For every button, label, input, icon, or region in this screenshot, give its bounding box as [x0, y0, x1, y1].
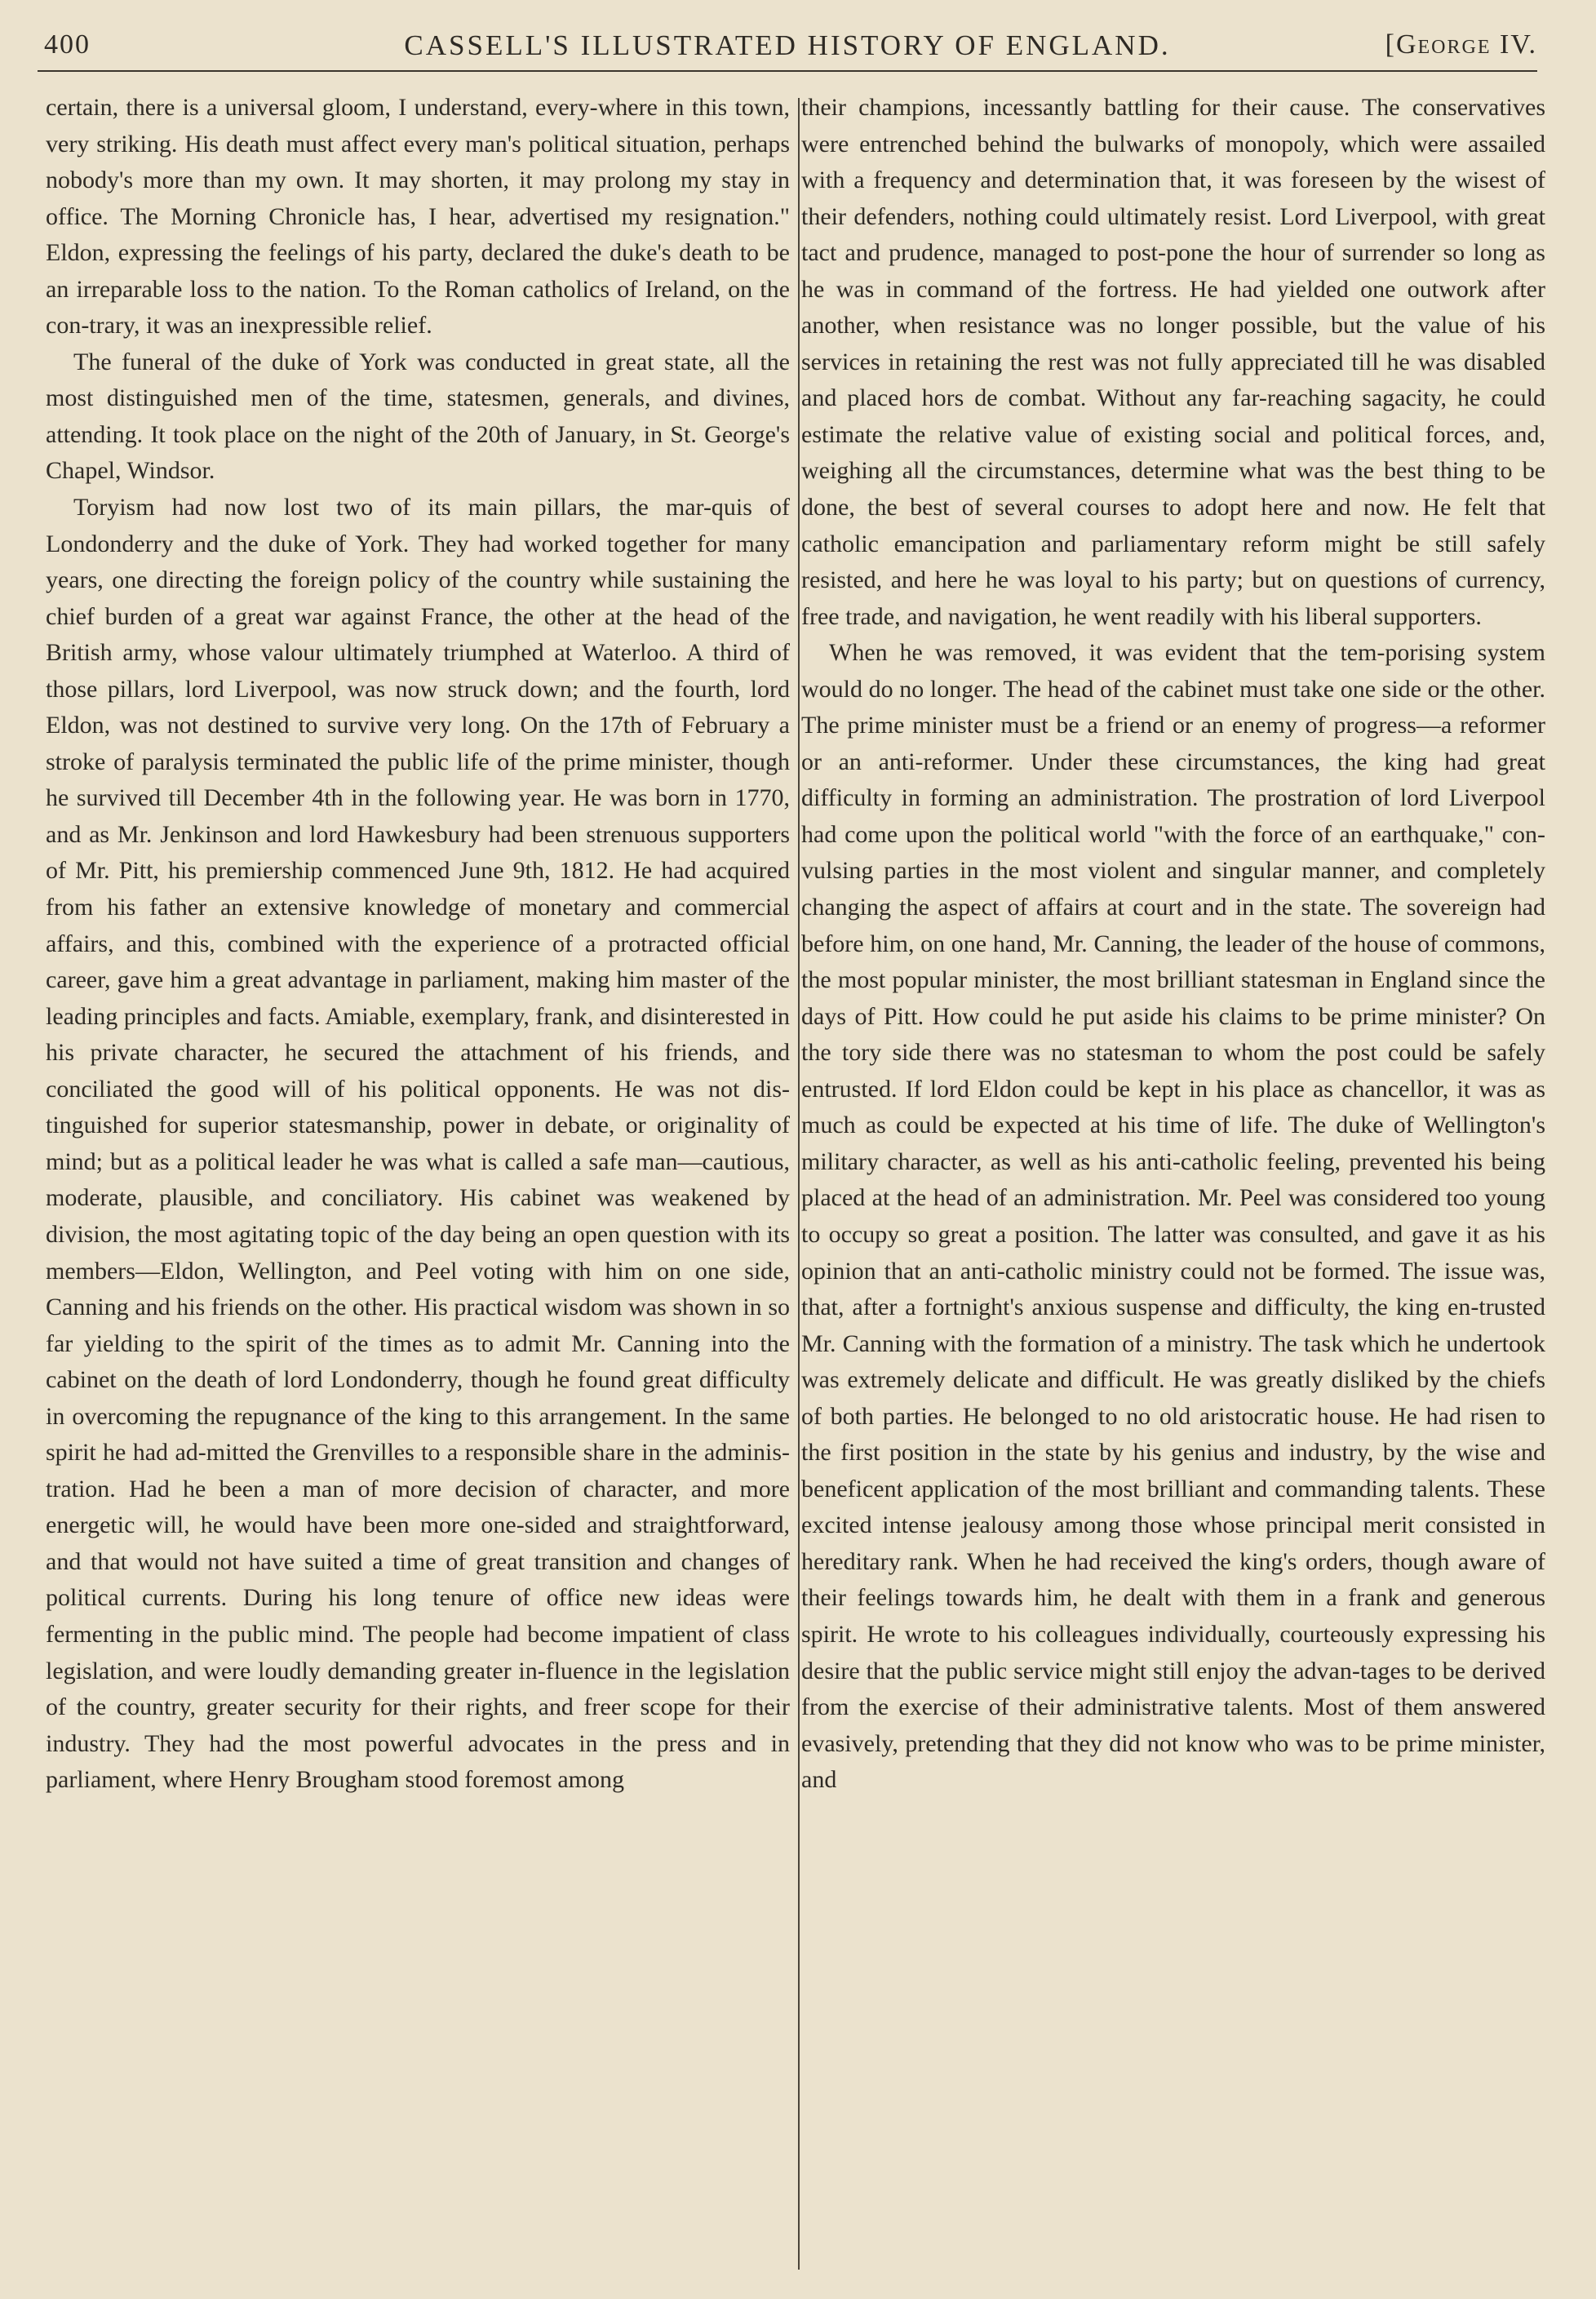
right-column [801, 90, 1545, 2270]
text-columns [46, 90, 1545, 2270]
left-column [46, 90, 790, 2270]
left-paragraph-1: certain, there is a universal gloom, I understand, every-where in this town, very striking. His death must affect every man's political situation, perhaps nobody's more than my own. It may shorten, it may prolong my stay in office. The Morning Chronicle has, I hear, advertised my resignation." Eldon, expressing the feelings of his party, declared the duke's death to be an irreparable loss to the nation. To the Roman catholics of Ireland, on the con-trary, it was an inexpressible relief. [46, 94, 790, 340]
left-paragraph-2: The funeral of the duke of York was conducted in great state, all the most distinguished men of the time, statesmen, generals, and divines, attending. It took place on the night of the 20th of January, in St. George's Chapel, Windsor. [46, 348, 790, 485]
reign-label: [George IV. [1385, 29, 1537, 60]
page-number: 400 [44, 29, 91, 60]
right-paragraph-2: When he was removed, it was evident that the tem-porising system would do no longer. The head of the cabinet must take one side or the other. The prime minister must be a friend or an enemy of progress—a reformer or an anti-reformer. Under these circumstances, the king had great difficulty in forming an administration. The prostration of lord Liverpool had come upon the political world "with the force of an earthquake," con-vulsing parties in the most violent and singular manner, and completely changing the aspect of affairs at court and in the state. The sovereign had before him, on one hand, Mr. Canning, the leader of the house of commons, the most popular minister, the most brilliant statesman in England since the days of Pitt. How could he put aside his claims to be prime minister? On the tory side there was no statesman to whom the post could be safely entrusted. If lord Eldon could be kept in his place as chancellor, it was as much as could be expected at his time of life. The duke of Wellington's military character, as well as his anti-catholic feeling, prevented his being placed at the head of an administration. Mr. Peel was considered too young to occupy so great a position. The latter was consulted, and gave it as his opinion that an anti-catholic ministry could not be formed. The issue was, that, after a fortnight's anxious suspense and difficulty, the king en-trusted Mr. Canning with the formation of a ministry. The task which he undertook was extremely delicate and difficult. He was greatly disliked by the chiefs of both parties. He belonged to no old aristocratic house. He had risen to the first position in the state by his genius and industry, by the wise and beneficent application of the most brilliant and commanding talents. These excited intense jealousy among those whose principal merit consisted in hereditary rank. When he had received the king's orders, though aware of their feelings towards him, he dealt with them in a frank and generous spirit. He wrote to his colleagues individually, courteously expressing his desire that the public service might still enjoy the advan-tages to be derived from the exercise of their administrative talents. Most of them answered evasively, pretending that they did not know who was to be prime minister, and [801, 639, 1545, 1794]
running-title: CASSELL'S ILLUSTRATED HISTORY OF ENGLAND. [404, 29, 1171, 61]
left-paragraph-3: Toryism had now lost two of its main pillars, the mar-quis of Londonderry and the duke of York. They had worked together for many years, one directing the foreign policy of the country while sustaining the chief burden of a great war against France, the other at the head of the British army, whose valour ultimately triumphed at Waterloo. A third of those pillars, lord Liverpool, was now struck down; and the fourth, lord Eldon, was not destined to survive very long. On the 17th of February a stroke of paralysis terminated the public life of the prime minister, though he survived till December 4th in the following year. He was born in 1770, and as Mr. Jenkinson and lord Hawkesbury had been strenuous supporters of Mr. Pitt, his premiership commenced June 9th, 1812. He had acquired from his father an extensive knowledge of monetary and commercial affairs, and this, combined with the experience of a protracted official career, gave him a great advantage in parliament, making him master of the leading principles and facts. Amiable, exemplary, frank, and disinterested in his private character, he secured the attachment of his friends, and conciliated the good will of his political opponents. He was not dis-tinguished for superior statesmanship, power in debate, or originality of mind; but as a political leader he was what is called a safe man—cautious, moderate, plausible, and conciliatory. His cabinet was weakened by division, the most agitating topic of the day being an open question with its members—Eldon, Wellington, and Peel voting with him on one side, Canning and his friends on the other. His practical wisdom was shown in so far yielding to the spirit of the times as to admit Mr. Canning into the cabinet on the death of lord Londonderry, though he found great difficulty in overcoming the repugnance of the king to this arrangement. In the same spirit he had ad-mitted the Grenvilles to a responsible share in the adminis-tration. Had he been a man of more decision of character, and more energetic will, he would have been more one-sided and straightforward, and that would not have suited a time of great transition and changes of political currents. During his long tenure of office new ideas were fermenting in the public mind. The people had become impatient of class legislation, and were loudly demanding greater in-fluence in the legislation of the country, greater security for their rights, and freer scope for their industry. They had the most powerful advocates in the press and in parliament, where Henry Brougham stood foremost among [46, 494, 790, 1794]
right-paragraph-1: their champions, incessantly battling for their cause. The conservatives were entrenched behind the bulwarks of monopoly, which were assailed with a frequency and determination that, it was foreseen by the wisest of their defenders, nothing could ultimately resist. Lord Liverpool, with great tact and prudence, managed to post-pone the hour of surrender so long as he was in command of the fortress. He had yielded one outwork after another, when resistance was no longer possible, but the value of his services in retaining the rest was not fully appreciated till he was disabled and placed hors de combat. Without any far-reaching sagacity, he could estimate the relative value of existing social and political forces, and, weighing all the circumstances, determine what was the best thing to be done, the best of several courses to adopt here and now. He felt that catholic emancipation and parliamentary reform might be still safely resisted, and here he was loyal to his party; but on questions of currency, free trade, and navigation, he went readily with his liberal supporters. [801, 94, 1545, 630]
running-header [38, 24, 1537, 72]
